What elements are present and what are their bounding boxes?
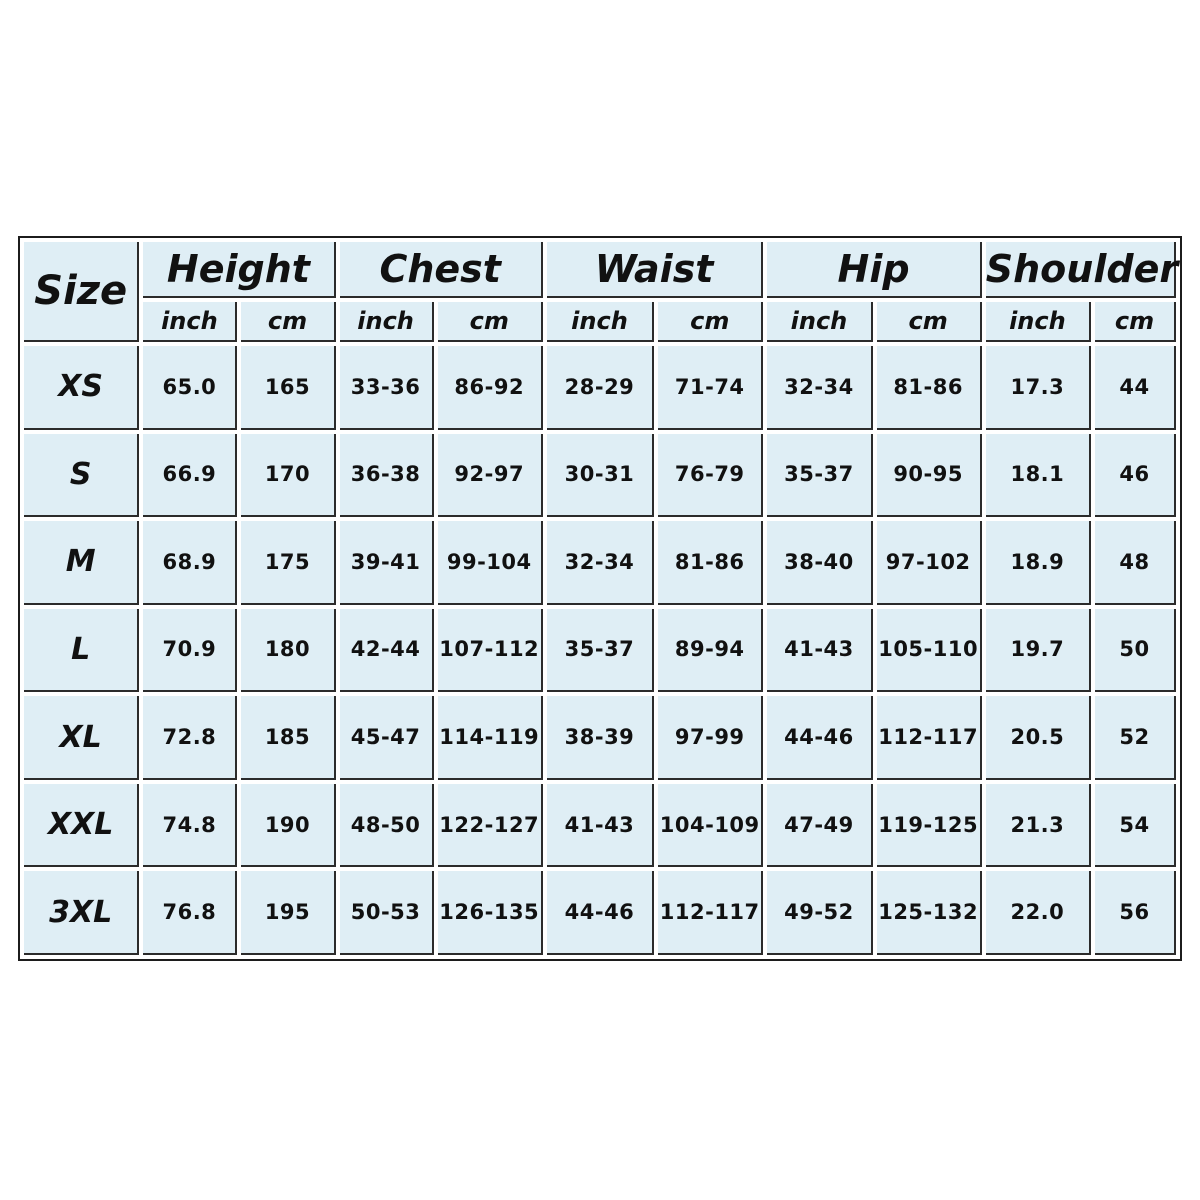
shoulder-inch-cell: 18.9 <box>986 521 1091 605</box>
hip-inch-cell: 47-49 <box>767 784 872 868</box>
hip-cm-cell: 125-132 <box>877 871 982 955</box>
shoulder-cm-cell: 46 <box>1095 434 1176 518</box>
table-row <box>24 521 1176 605</box>
height-cm-cell: 170 <box>241 434 335 518</box>
waist-header: Waist <box>547 242 763 298</box>
waist-cm-cell: 76-79 <box>658 434 763 518</box>
hip-cm-cell: 81-86 <box>877 346 982 430</box>
hip-cm-cell: 112-117 <box>877 696 982 780</box>
height-cm-cell: 195 <box>241 871 335 955</box>
waist-cm-cell: 112-117 <box>658 871 763 955</box>
waist-cm-cell: 89-94 <box>658 609 763 693</box>
chest-cm-cell: 99-104 <box>438 521 543 605</box>
chest-inch-cell: 36-38 <box>340 434 434 518</box>
size-label: XL <box>24 696 139 780</box>
waist-cm-unit: cm <box>658 302 763 342</box>
size-label: M <box>24 521 139 605</box>
table-row <box>24 871 1176 955</box>
unit-row <box>24 302 1176 342</box>
table-row <box>24 609 1176 693</box>
hip-cm-cell: 90-95 <box>877 434 982 518</box>
shoulder-inch-cell: 22.0 <box>986 871 1091 955</box>
height-inch-cell: 72.8 <box>143 696 237 780</box>
hip-cm-cell: 105-110 <box>877 609 982 693</box>
chest-inch-cell: 42-44 <box>340 609 434 693</box>
chest-inch-cell: 39-41 <box>340 521 434 605</box>
waist-cm-cell: 71-74 <box>658 346 763 430</box>
hip-inch-unit: inch <box>767 302 872 342</box>
hip-header: Hip <box>767 242 981 298</box>
shoulder-cm-unit: cm <box>1095 302 1176 342</box>
shoulder-cm-cell: 54 <box>1095 784 1176 868</box>
size-chart <box>18 236 1182 961</box>
height-inch-cell: 66.9 <box>143 434 237 518</box>
waist-inch-cell: 28-29 <box>547 346 654 430</box>
shoulder-cm-cell: 50 <box>1095 609 1176 693</box>
size-label: S <box>24 434 139 518</box>
waist-cm-cell: 97-99 <box>658 696 763 780</box>
shoulder-inch-cell: 19.7 <box>986 609 1091 693</box>
waist-inch-cell: 32-34 <box>547 521 654 605</box>
hip-inch-cell: 41-43 <box>767 609 872 693</box>
height-cm-cell: 190 <box>241 784 335 868</box>
shoulder-inch-cell: 18.1 <box>986 434 1091 518</box>
height-cm-cell: 165 <box>241 346 335 430</box>
shoulder-cm-cell: 56 <box>1095 871 1176 955</box>
chest-cm-cell: 86-92 <box>438 346 543 430</box>
waist-inch-cell: 41-43 <box>547 784 654 868</box>
hip-inch-cell: 32-34 <box>767 346 872 430</box>
size-label: XXL <box>24 784 139 868</box>
chest-inch-cell: 50-53 <box>340 871 434 955</box>
size-chart-table <box>20 238 1180 959</box>
height-inch-cell: 68.9 <box>143 521 237 605</box>
waist-inch-unit: inch <box>547 302 654 342</box>
waist-cm-cell: 104-109 <box>658 784 763 868</box>
chest-cm-cell: 126-135 <box>438 871 543 955</box>
header-row <box>24 242 1176 298</box>
chest-cm-unit: cm <box>438 302 543 342</box>
chest-cm-cell: 122-127 <box>438 784 543 868</box>
waist-inch-cell: 30-31 <box>547 434 654 518</box>
chest-cm-cell: 107-112 <box>438 609 543 693</box>
table-row <box>24 346 1176 430</box>
size-column-header: Size <box>24 242 139 342</box>
hip-cm-unit: cm <box>877 302 982 342</box>
hip-cm-cell: 119-125 <box>877 784 982 868</box>
size-label: L <box>24 609 139 693</box>
table-row <box>24 784 1176 868</box>
shoulder-inch-cell: 17.3 <box>986 346 1091 430</box>
size-label: 3XL <box>24 871 139 955</box>
shoulder-inch-unit: inch <box>986 302 1091 342</box>
hip-inch-cell: 44-46 <box>767 696 872 780</box>
chest-inch-cell: 33-36 <box>340 346 434 430</box>
shoulder-header: Shoulder <box>986 242 1176 298</box>
hip-inch-cell: 35-37 <box>767 434 872 518</box>
table-row <box>24 434 1176 518</box>
height-inch-cell: 70.9 <box>143 609 237 693</box>
chest-inch-cell: 45-47 <box>340 696 434 780</box>
hip-inch-cell: 49-52 <box>767 871 872 955</box>
chest-cm-cell: 114-119 <box>438 696 543 780</box>
waist-inch-cell: 38-39 <box>547 696 654 780</box>
waist-cm-cell: 81-86 <box>658 521 763 605</box>
hip-inch-cell: 38-40 <box>767 521 872 605</box>
shoulder-cm-cell: 48 <box>1095 521 1176 605</box>
shoulder-inch-cell: 20.5 <box>986 696 1091 780</box>
height-cm-cell: 175 <box>241 521 335 605</box>
shoulder-cm-cell: 52 <box>1095 696 1176 780</box>
height-inch-cell: 74.8 <box>143 784 237 868</box>
chest-header: Chest <box>340 242 543 298</box>
size-rows <box>24 346 1176 955</box>
height-cm-cell: 180 <box>241 609 335 693</box>
table-row <box>24 696 1176 780</box>
chest-cm-cell: 92-97 <box>438 434 543 518</box>
waist-inch-cell: 35-37 <box>547 609 654 693</box>
height-inch-unit: inch <box>143 302 237 342</box>
chest-inch-cell: 48-50 <box>340 784 434 868</box>
height-cm-unit: cm <box>241 302 335 342</box>
size-label: XS <box>24 346 139 430</box>
height-cm-cell: 185 <box>241 696 335 780</box>
height-header: Height <box>143 242 335 298</box>
height-inch-cell: 76.8 <box>143 871 237 955</box>
height-inch-cell: 65.0 <box>143 346 237 430</box>
waist-inch-cell: 44-46 <box>547 871 654 955</box>
hip-cm-cell: 97-102 <box>877 521 982 605</box>
chest-inch-unit: inch <box>340 302 434 342</box>
shoulder-cm-cell: 44 <box>1095 346 1176 430</box>
shoulder-inch-cell: 21.3 <box>986 784 1091 868</box>
